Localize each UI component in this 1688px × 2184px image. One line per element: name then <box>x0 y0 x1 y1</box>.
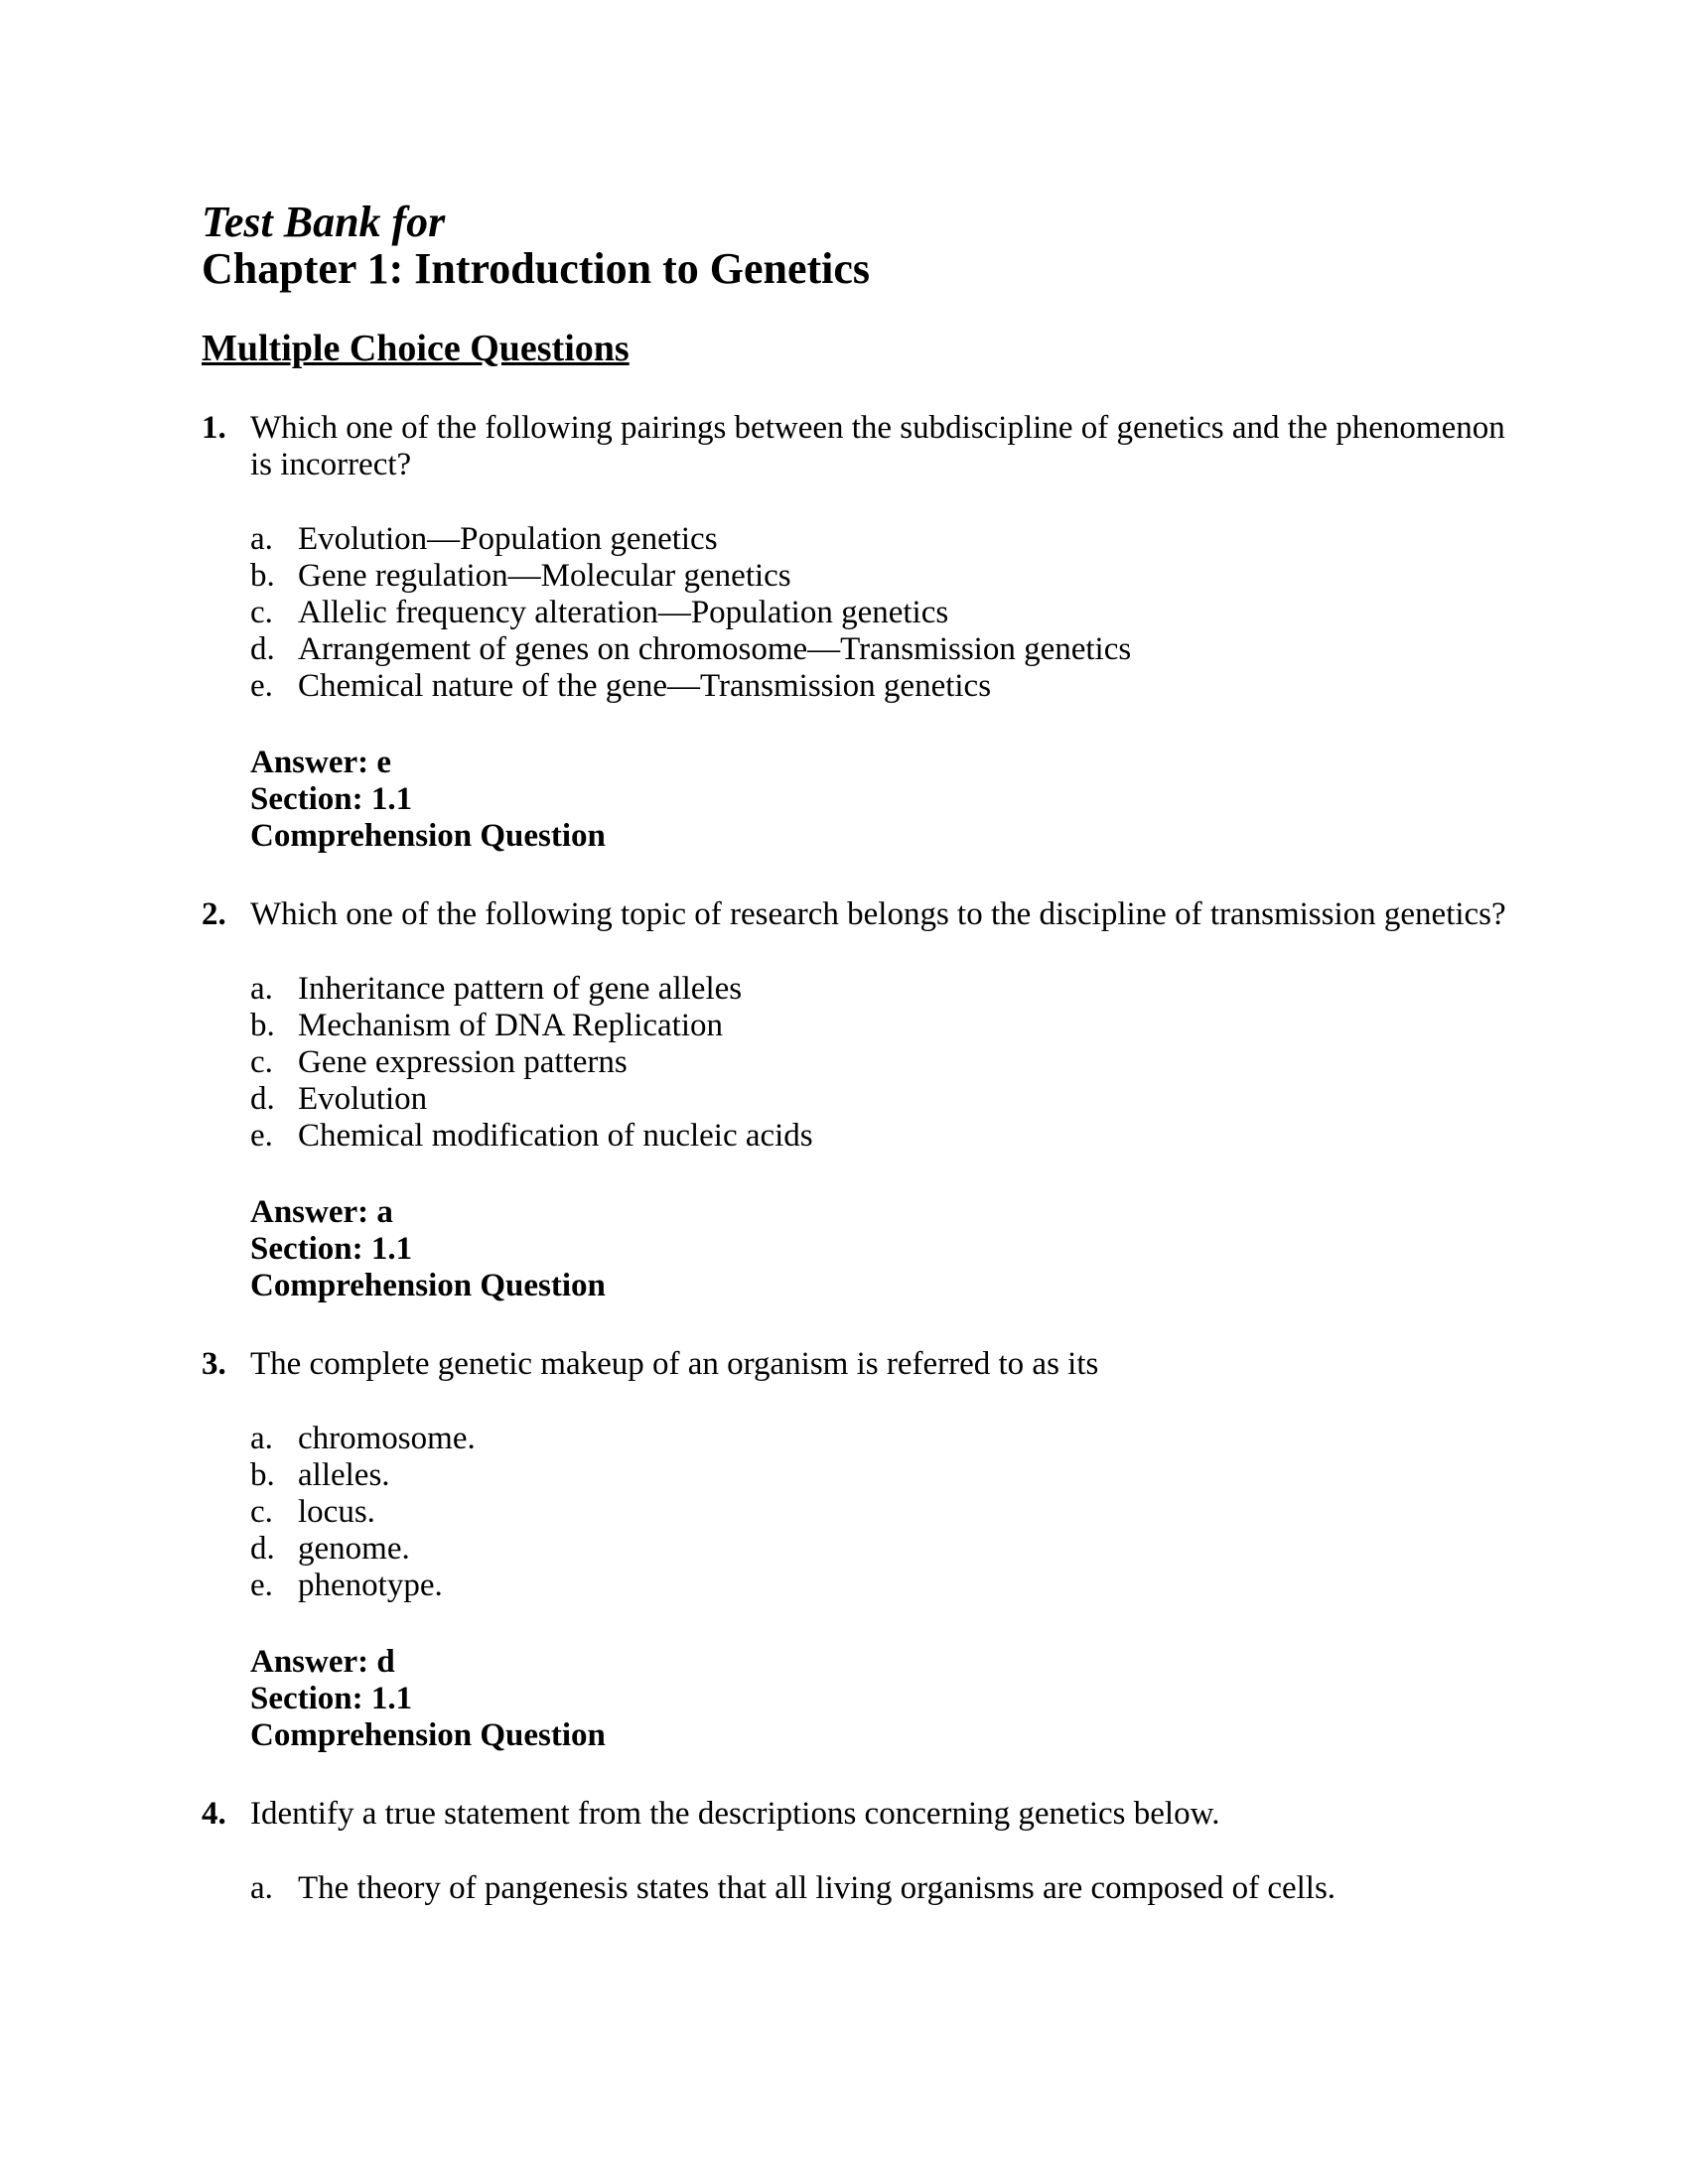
option-text: Arrangement of genes on chromosome—Transmission genetics <box>298 631 1132 667</box>
question-type-line: Comprehension Question <box>250 1717 606 1753</box>
section-line: Section: 1.1 <box>250 1681 413 1716</box>
options-list <box>250 1870 1526 1907</box>
question-body <box>250 1796 1526 1907</box>
question-4 <box>202 1796 1526 1907</box>
question-number: 4. <box>202 1796 226 1832</box>
answer-line: Answer: e <box>250 745 392 780</box>
question-1 <box>202 410 1526 855</box>
option <box>250 1044 1526 1081</box>
option <box>250 1457 1526 1494</box>
option <box>250 558 1526 595</box>
page-content <box>202 199 1526 1907</box>
document-title <box>202 199 1526 292</box>
question-type-line: Comprehension Question <box>250 1268 606 1303</box>
option-text: The theory of pangenesis states that all living organisms are composed of cells. <box>298 1870 1336 1906</box>
option-text: phenotype. <box>298 1568 443 1603</box>
option-letter: c. <box>250 595 273 630</box>
option-letter: a. <box>250 1870 273 1906</box>
option-text: Gene expression patterns <box>298 1044 628 1080</box>
answer-block <box>250 1644 1526 1754</box>
option <box>250 1494 1526 1531</box>
option-text: Evolution—Population genetics <box>298 521 718 557</box>
option-letter: c. <box>250 1044 273 1080</box>
option-text: Inheritance pattern of gene alleles <box>298 971 743 1007</box>
option-text: Evolution <box>298 1081 428 1117</box>
option-letter: a. <box>250 1421 273 1456</box>
option <box>250 631 1526 668</box>
option-letter: d. <box>250 631 275 667</box>
option <box>250 521 1526 558</box>
question-3 <box>202 1346 1526 1754</box>
option-letter: a. <box>250 521 273 557</box>
option-text: genome. <box>298 1531 410 1567</box>
option <box>250 1118 1526 1155</box>
question-text: The complete genetic makeup of an organism is referred to as its <box>250 1346 1099 1382</box>
question-number: 2. <box>202 896 226 932</box>
question-text: Identify a true statement from the descriptions concerning genetics below. <box>250 1796 1220 1832</box>
option <box>250 1081 1526 1118</box>
options-list <box>250 1421 1526 1604</box>
question-number: 1. <box>202 410 226 446</box>
option-text: Gene regulation—Molecular genetics <box>298 558 791 594</box>
options-list <box>250 971 1526 1155</box>
question-type-line: Comprehension Question <box>250 818 606 854</box>
section-line: Section: 1.1 <box>250 1231 413 1267</box>
option-letter: e. <box>250 1568 273 1603</box>
question-body <box>250 896 1526 1304</box>
option-letter: d. <box>250 1531 275 1567</box>
option-text: locus. <box>298 1494 375 1530</box>
option <box>250 1531 1526 1568</box>
question-body <box>250 1346 1526 1754</box>
option-letter: b. <box>250 1008 275 1043</box>
option-text: Mechanism of DNA Replication <box>298 1008 724 1043</box>
answer-block <box>250 745 1526 855</box>
section-line: Section: 1.1 <box>250 781 413 817</box>
option <box>250 1870 1526 1907</box>
options-list <box>250 521 1526 705</box>
option-text: Chemical modification of nucleic acids <box>298 1118 813 1154</box>
document-title-line1: Test Bank for <box>202 198 446 246</box>
option-text: alleles. <box>298 1457 390 1493</box>
option <box>250 668 1526 705</box>
option-letter: e. <box>250 668 273 704</box>
option <box>250 595 1526 631</box>
option-text: Chemical nature of the gene—Transmission genetics <box>298 668 992 704</box>
question-text: Which one of the following pairings between the subdiscipline of genetics and the phenomenon is incorrect? <box>250 410 1505 482</box>
option-letter: b. <box>250 1457 275 1493</box>
answer-line: Answer: d <box>250 1644 395 1680</box>
option-letter: d. <box>250 1081 275 1117</box>
answer-line: Answer: a <box>250 1194 393 1230</box>
section-heading: Multiple Choice Questions <box>202 328 630 369</box>
document-title-line2: Chapter 1: Introduction to Genetics <box>202 244 871 293</box>
question-body <box>250 410 1526 855</box>
question-text: Which one of the following topic of research belongs to the discipline of transmission genetics? <box>250 896 1506 932</box>
question-number: 3. <box>202 1346 226 1382</box>
option <box>250 971 1526 1008</box>
option-letter: e. <box>250 1118 273 1154</box>
option-letter: b. <box>250 558 275 594</box>
option-text: Allelic frequency alteration—Population genetics <box>298 595 949 630</box>
option-text: chromosome. <box>298 1421 476 1456</box>
option-letter: a. <box>250 971 273 1007</box>
option <box>250 1568 1526 1604</box>
option <box>250 1008 1526 1044</box>
option <box>250 1421 1526 1457</box>
answer-block <box>250 1194 1526 1304</box>
question-2 <box>202 896 1526 1304</box>
option-letter: c. <box>250 1494 273 1530</box>
